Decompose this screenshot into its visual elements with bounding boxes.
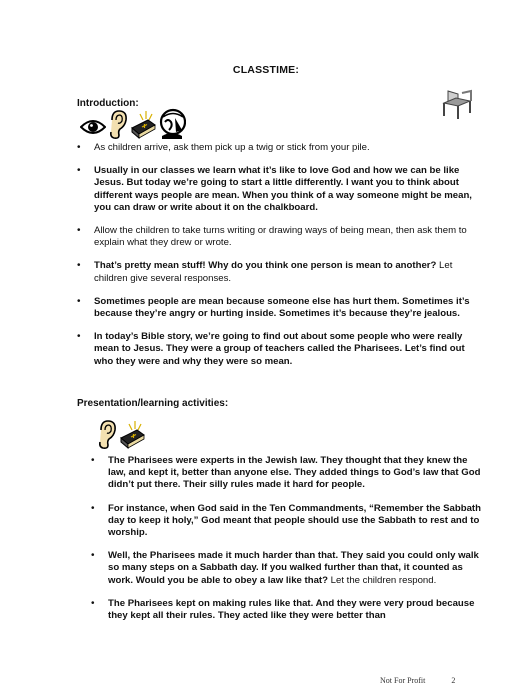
list-item: • Well, the Pharisees made it much harder than that. They said you could only walk so many steps on a Sabbath day. If you walked further than that, it counted as work. Would you be able to obey a law like that? Let the children respond.	[108, 550, 484, 587]
list-item: • For instance, when God said in the Ten Commandments, “Remember the Sabbath day to keep it holy,” God meant that people should use the Sabbath to rest and to worship.	[108, 503, 484, 540]
introduction-list	[94, 142, 484, 379]
chair-icon	[440, 88, 474, 120]
list-item: • As children arrive, ask them pick up a twig or stick from your pile.	[94, 142, 484, 154]
list-item: • That’s pretty mean stuff! Why do you think one person is mean to another? Let children give several responses.	[94, 260, 484, 284]
introduction-heading: Introduction:	[77, 98, 139, 109]
eye-icon	[80, 114, 106, 140]
page-footer	[380, 676, 455, 685]
list-item: • Usually in our classes we learn what it’s like to love God and how we can be like Jesus. But today we’re going to start a little differently. I want you to think about different ways people are mean. When you think of a way someone might be mean, you can draw or write about it on the chalkboard.	[94, 165, 484, 214]
list-item: • In today’s Bible story, we’re going to find out about some people who were really mean to Jesus. They were a group of teachers called the Pharisees. Let’s find out who they were and why they were so mean.	[94, 331, 484, 368]
presentation-list	[108, 455, 484, 633]
praying-head-icon	[158, 108, 186, 140]
ear-icon	[108, 110, 128, 140]
bible-book-icon	[130, 110, 156, 140]
page-number: 2	[451, 676, 456, 685]
list-item: • Sometimes people are mean because someone else has hurt them. Sometimes it’s because they’re angry or hurting inside. Sometimes it’s because they’re jealous.	[94, 296, 484, 320]
ear-icon	[97, 420, 117, 450]
page-title: CLASSTIME:	[232, 64, 300, 76]
list-item: • Allow the children to take turns writing or drawing ways of being mean, then ask them to explain what they drew or wrote.	[94, 225, 484, 249]
presentation-heading: Presentation/learning activities:	[77, 398, 229, 409]
introduction-icons	[80, 108, 186, 140]
list-item: • The Pharisees were experts in the Jewish law. They thought that they knew the law, and kept it, better than anyone else. They added things to God’s law that God didn’t put there. Their silly rules made it hard for people.	[108, 455, 484, 492]
bible-book-icon	[119, 420, 145, 450]
list-item: • The Pharisees kept on making rules like that. And they were very proud because they kept all their rules. They acted like they were better than	[108, 598, 484, 622]
presentation-icons	[97, 420, 145, 450]
footer-text: Not For Profit	[380, 676, 426, 685]
